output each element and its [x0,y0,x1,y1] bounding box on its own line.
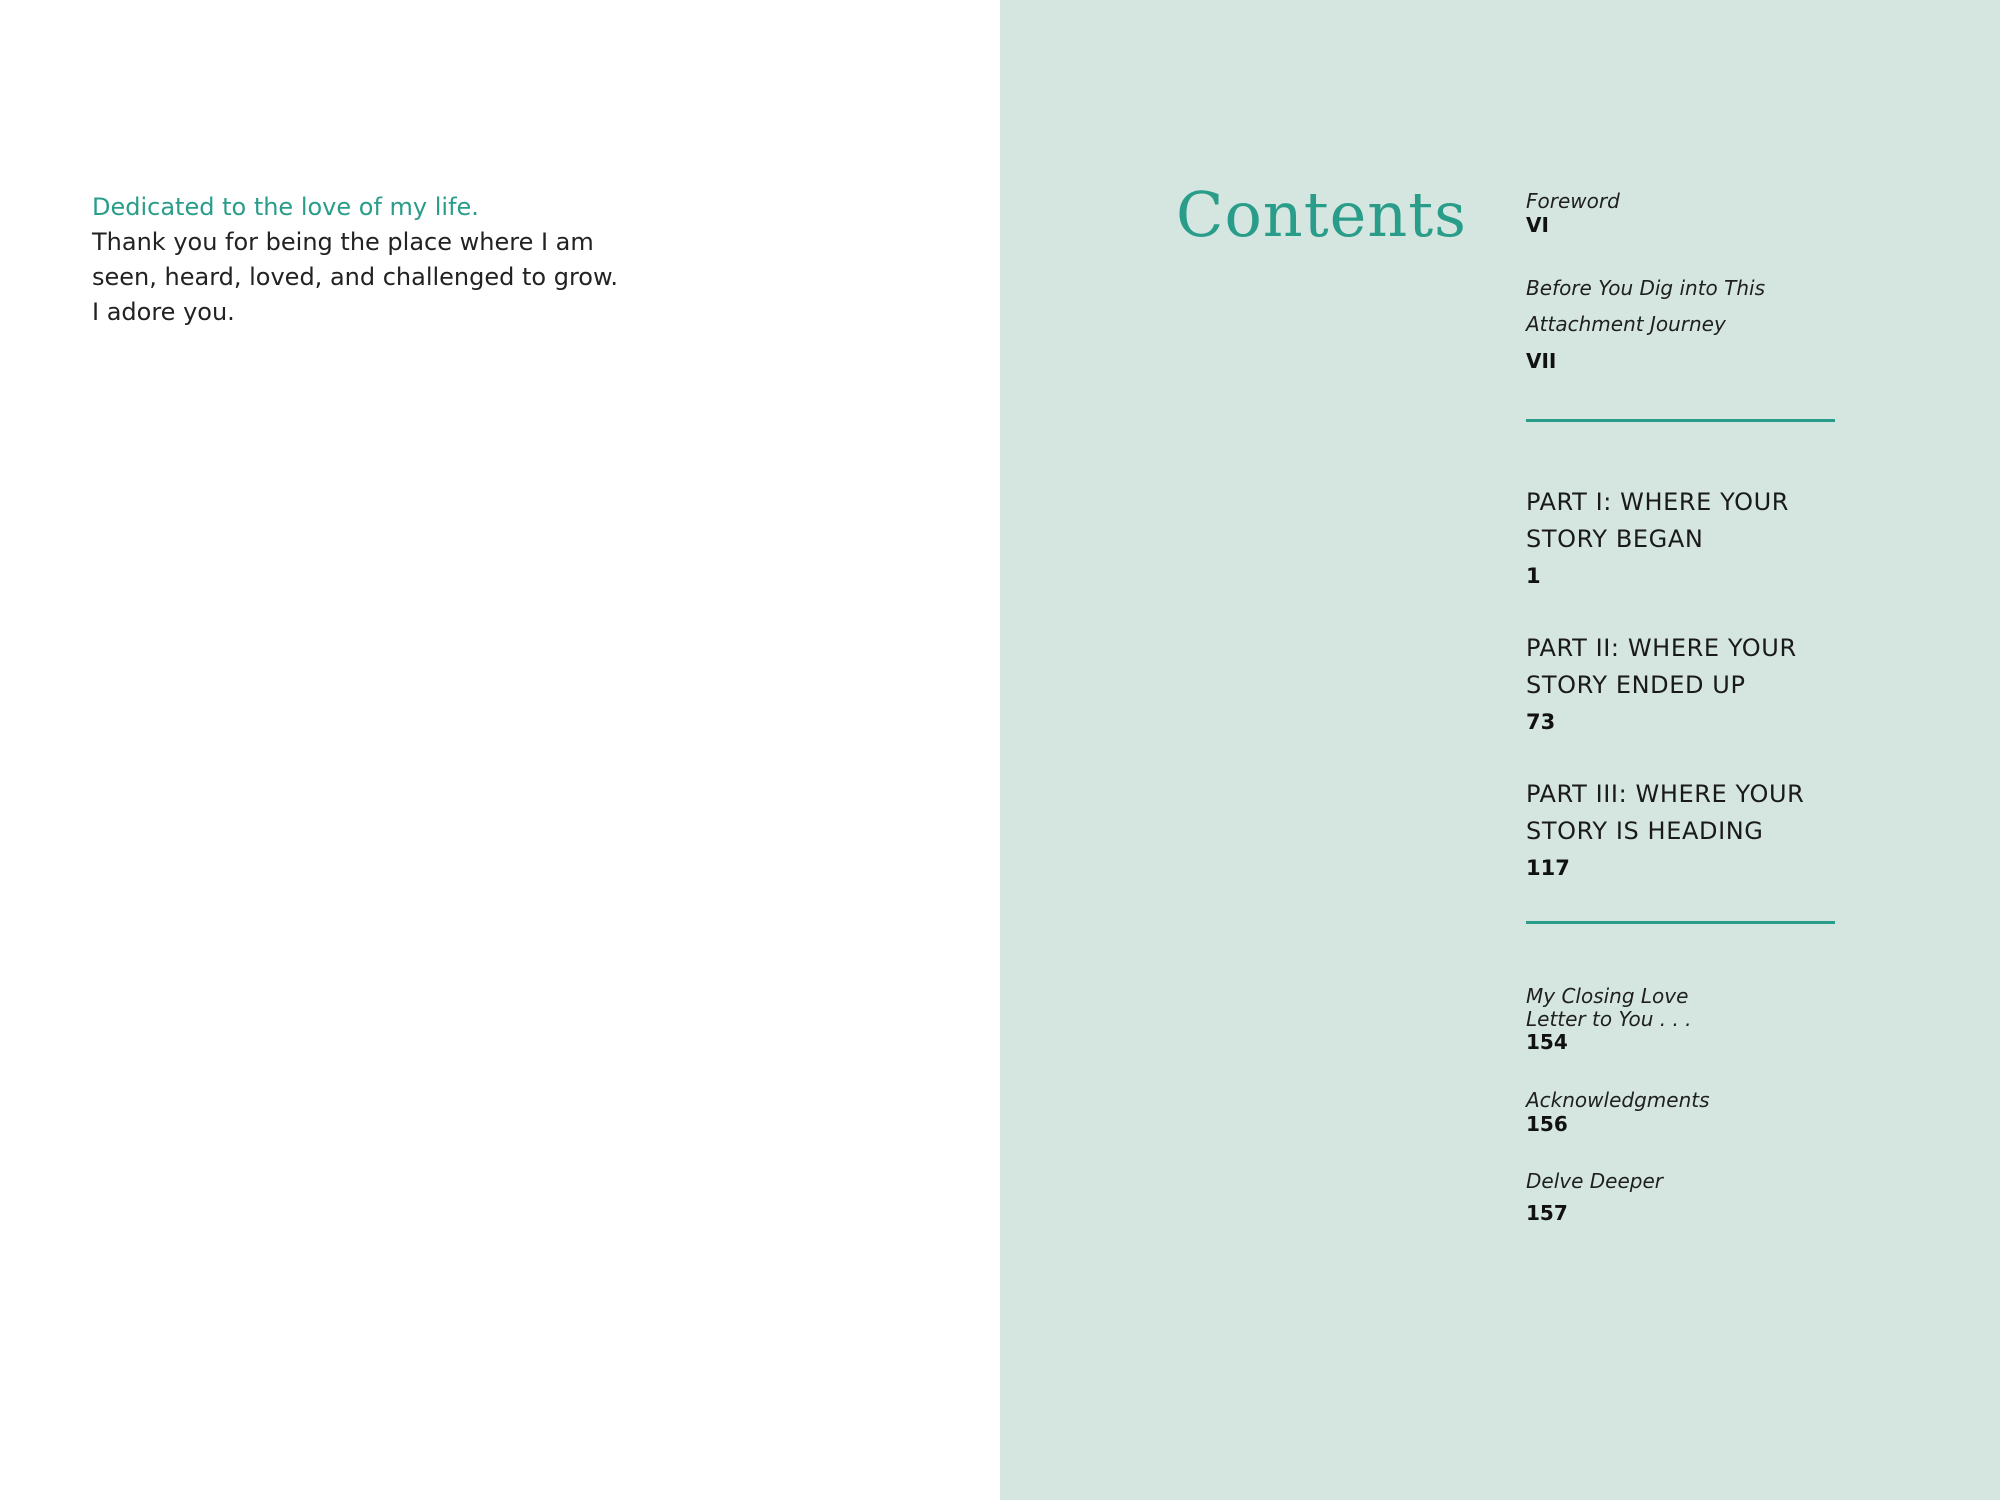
toc-entry-title: Letter to You . . . [1526,1007,1692,1031]
toc-part-title: PART II: WHERE YOUR [1526,634,1797,662]
toc-entry-page: 154 [1526,1030,1568,1054]
contents-title: Contents [1176,178,1467,251]
toc-part-page: 117 [1526,856,1570,880]
toc-part-title: PART III: WHERE YOUR [1526,780,1805,808]
dedication-line: I adore you. [92,298,235,326]
toc-entry-part-2[interactable] [1526,630,1866,740]
toc-entry-part-1[interactable] [1526,484,1866,594]
toc-entry-title: My Closing Love [1526,984,1689,1008]
toc-entry-title: Foreword [1526,189,1620,213]
dedication-text [92,190,732,330]
toc-part-title: STORY BEGAN [1526,525,1704,553]
toc-entry-foreword[interactable] [1526,189,1866,237]
dedication-line: seen, heard, loved, and challenged to grow. [92,263,619,291]
toc-entry-delve-deeper[interactable] [1526,1167,1866,1231]
toc-entry-part-3[interactable] [1526,776,1866,886]
dedication-lead: Dedicated to the love of my life. [92,193,479,221]
toc-entry-title: Acknowledgments [1526,1088,1710,1112]
toc-part-title: PART I: WHERE YOUR [1526,488,1790,516]
toc-part-title: STORY IS HEADING [1526,817,1764,845]
section-divider [1526,921,1835,924]
toc-entry-page: 157 [1526,1201,1568,1225]
toc-entry-page: 156 [1526,1112,1568,1136]
toc-entry-acknowledgments[interactable] [1526,1088,1866,1136]
toc-entry-page: VII [1526,349,1557,373]
dedication-line: Thank you for being the place where I am [92,228,594,256]
toc-part-title: STORY ENDED UP [1526,671,1746,699]
toc-part-page: 1 [1526,564,1541,588]
toc-entry-closing-letter[interactable] [1526,985,1866,1054]
toc-part-page: 73 [1526,710,1556,734]
toc-entry-title: Attachment Journey [1526,312,1726,336]
toc-entry-title: Delve Deeper [1526,1169,1663,1193]
toc-entry-page: VI [1526,213,1549,237]
toc-entry-before-you-dig[interactable] [1526,270,1866,380]
section-divider [1526,419,1835,422]
toc-entry-title: Before You Dig into This [1526,276,1766,300]
